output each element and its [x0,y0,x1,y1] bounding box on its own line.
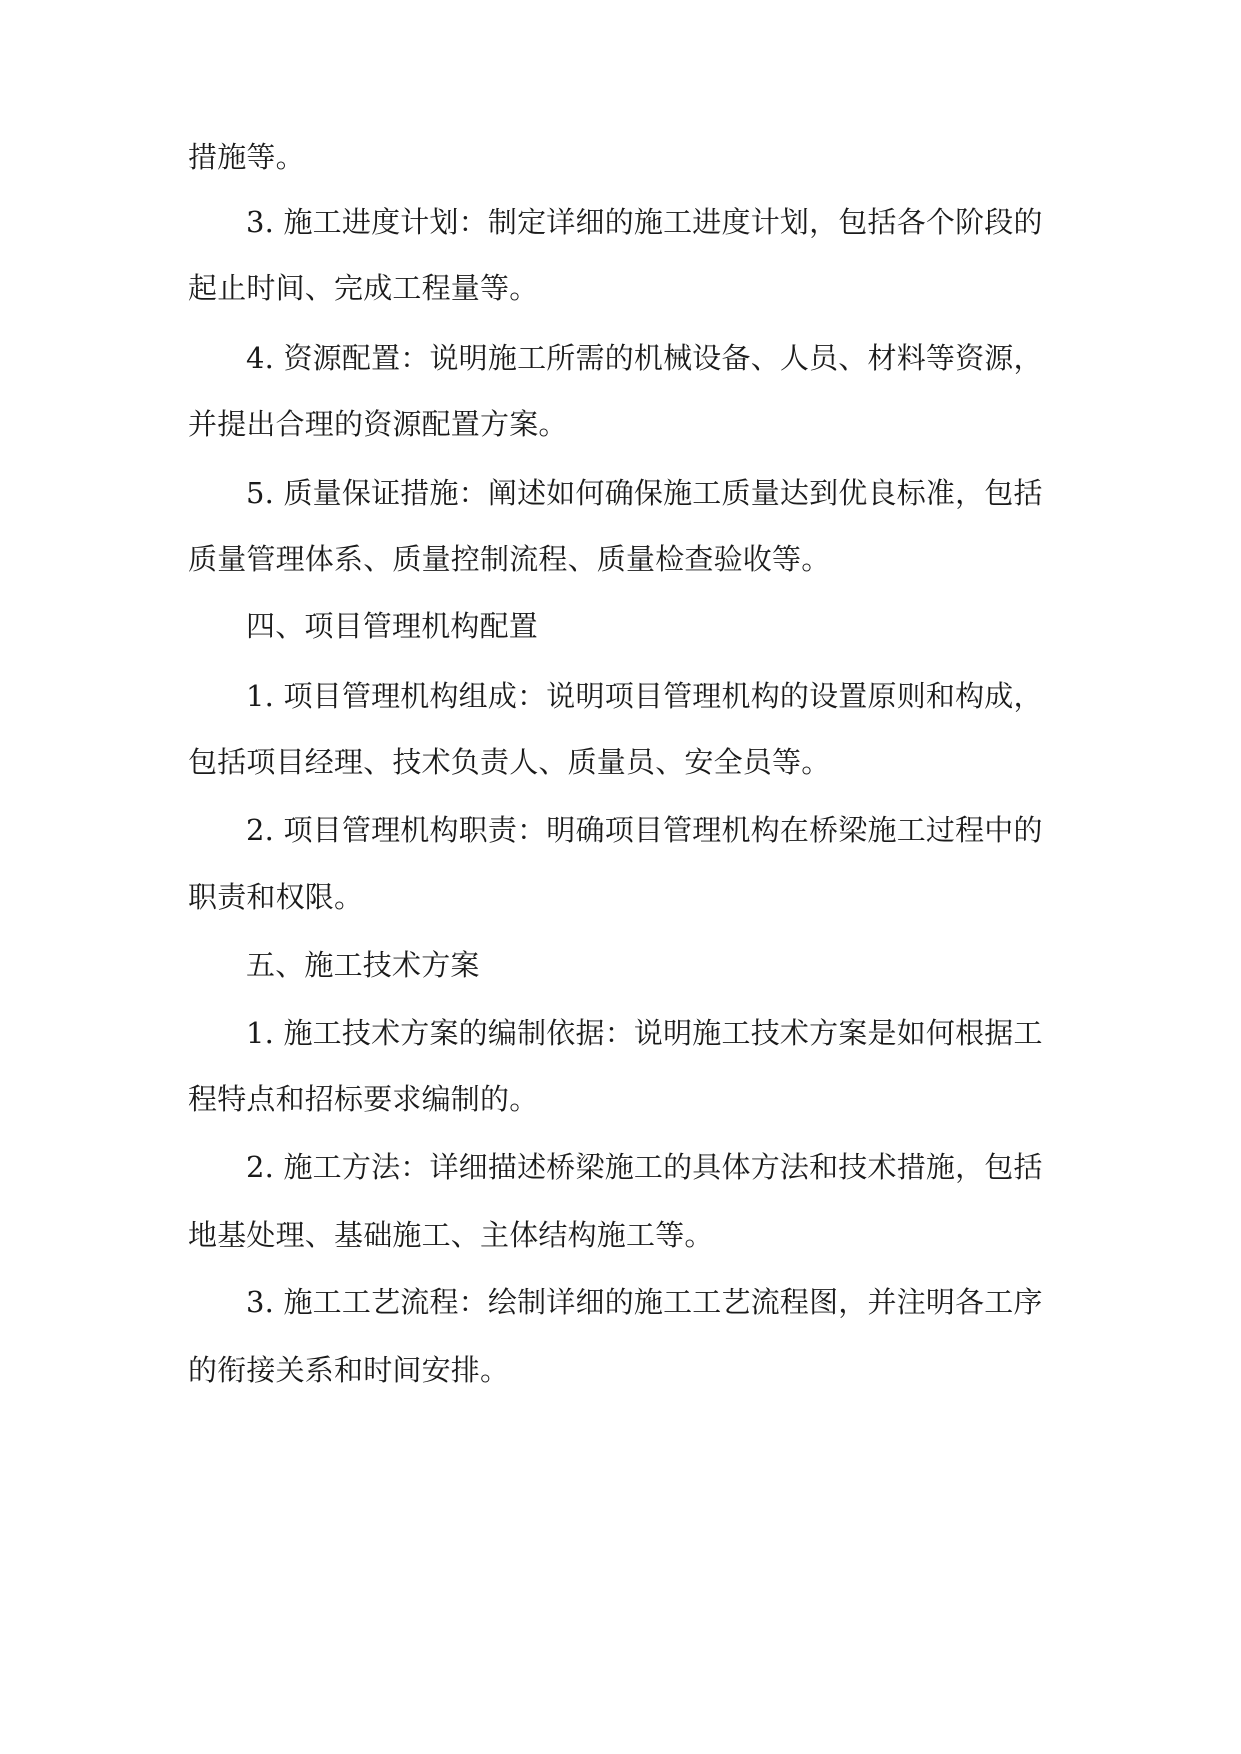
text-line-2: 3. 施工进度计划：制定详细的施工进度计划，包括各个阶段的 [246,205,1043,239]
text-line-1: 措施等。 [188,140,305,174]
text-line-7: 质量管理体系、质量控制流程、质量检查验收等。 [188,542,831,576]
text-line-9: 1. 项目管理机构组成：说明项目管理机构的设置原则和构成， [246,679,1043,713]
text-line-6: 5. 质量保证措施：阐述如何确保施工质量达到优良标准，包括 [246,476,1043,510]
text-line-15: 程特点和招标要求编制的。 [188,1082,539,1116]
text-line-18: 3. 施工工艺流程：绘制详细的施工工艺流程图，并注明各工序 [246,1285,1043,1319]
text-line-16: 2. 施工方法：详细描述桥梁施工的具体方法和技术措施，包括 [246,1150,1043,1184]
text-line-17: 地基处理、基础施工、主体结构施工等。 [188,1218,714,1252]
text-line-19: 的衔接关系和时间安排。 [188,1353,510,1387]
text-line-4: 4. 资源配置：说明施工所需的机械设备、人员、材料等资源， [246,341,1043,375]
text-line-10: 包括项目经理、技术负责人、质量员、安全员等。 [188,745,831,779]
text-line-11: 2. 项目管理机构职责：明确项目管理机构在桥梁施工过程中的 [246,813,1043,847]
text-line-5: 并提出合理的资源配置方案。 [188,407,568,441]
section-heading-5: 五、施工技术方案 [246,948,480,982]
text-line-12: 职责和权限。 [188,880,364,914]
section-heading-4: 四、项目管理机构配置 [246,609,539,643]
text-line-14: 1. 施工技术方案的编制依据：说明施工技术方案是如何根据工 [246,1016,1043,1050]
text-line-3: 起止时间、完成工程量等。 [188,271,539,305]
